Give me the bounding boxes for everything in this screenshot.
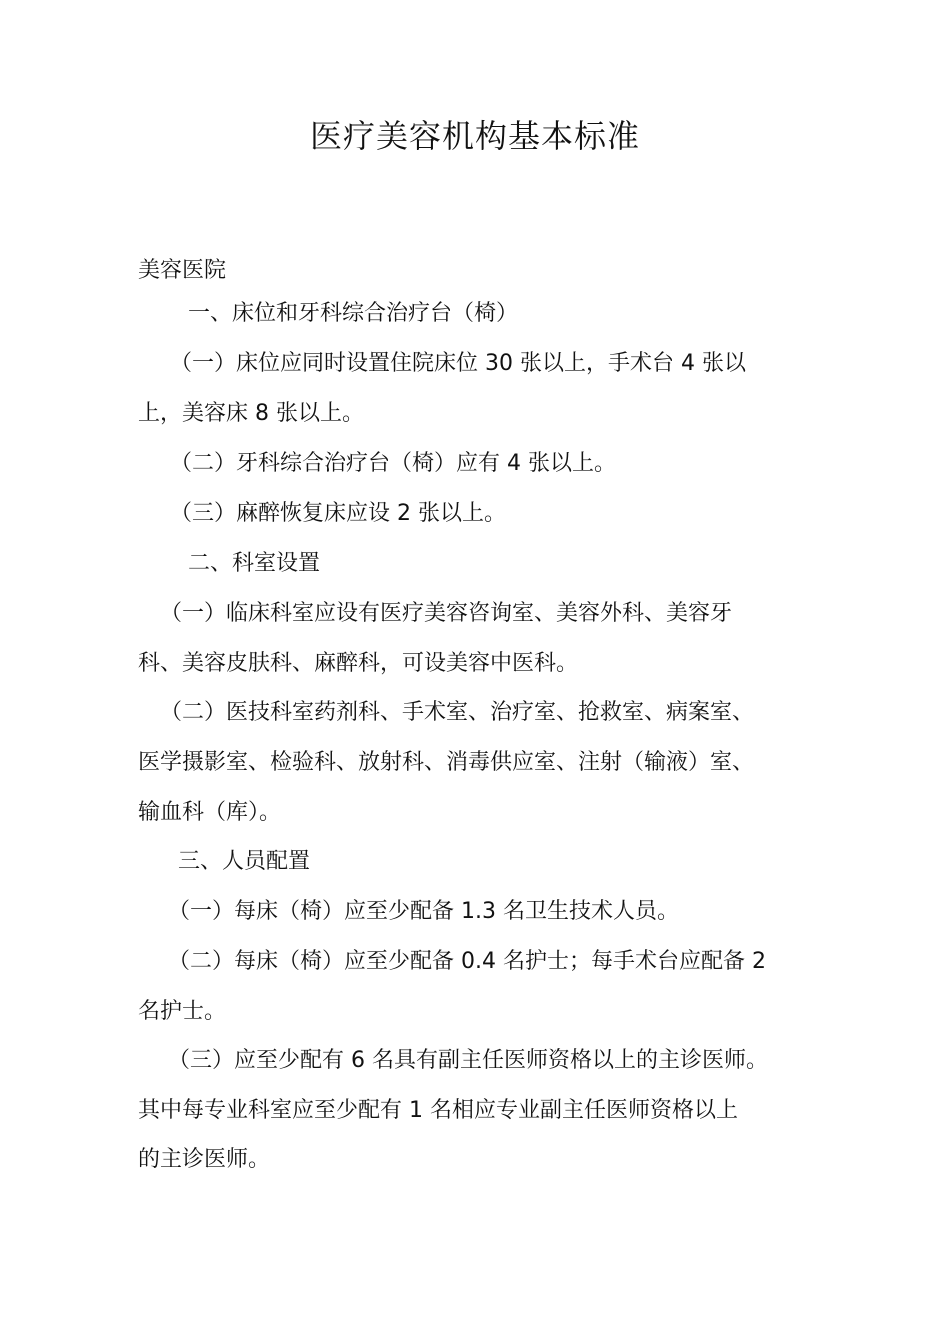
heading-staffing: 三、人员配置 <box>178 849 311 874</box>
paragraph-line: 医学摄影室、检验科、放射科、消毒供应室、注射（输液）室、 <box>138 750 755 775</box>
document-title: 医疗美容机构基本标准 <box>309 117 640 155</box>
paragraph-line: 上，美容床 8 张以上。 <box>138 401 364 426</box>
paragraph-line: 输血科（库）。 <box>138 800 282 825</box>
paragraph-line: （三）麻醉恢复床应设 2 张以上。 <box>170 501 506 526</box>
paragraph-line: （一）临床科室应设有医疗美容咨询室、美容外科、美容牙 <box>160 601 733 626</box>
section-heading-beauty-hospital: 美容医院 <box>138 258 227 283</box>
heading-beds-and-dental-chairs: 一、床位和牙科综合治疗台（椅） <box>188 301 519 326</box>
paragraph-line: （二）每床（椅）应至少配备 0.4 名护士；每手术台应配备 2 <box>168 949 766 974</box>
paragraph-line: 的主诊医师。 <box>138 1147 271 1172</box>
paragraph-line: 科、美容皮肤科、麻醉科，可设美容中医科。 <box>138 651 579 676</box>
paragraph-line: 名护士。 <box>138 999 227 1024</box>
paragraph-line: （一）床位应同时设置住院床位 30 张以上，手术台 4 张以 <box>170 351 746 376</box>
paragraph-line: （二）医技科室药剂科、手术室、治疗室、抢救室、病案室、 <box>160 700 755 725</box>
paragraph-line: （三）应至少配有 6 名具有副主任医师资格以上的主诊医师。 <box>168 1048 768 1073</box>
paragraph-line: （二）牙科综合治疗台（椅）应有 4 张以上。 <box>170 451 616 476</box>
heading-department-setup: 二、科室设置 <box>188 551 321 576</box>
paragraph-line: 其中每专业科室应至少配有 1 名相应专业副主任医师资格以上 <box>138 1098 738 1123</box>
paragraph-line: （一）每床（椅）应至少配备 1.3 名卫生技术人员。 <box>168 899 679 924</box>
